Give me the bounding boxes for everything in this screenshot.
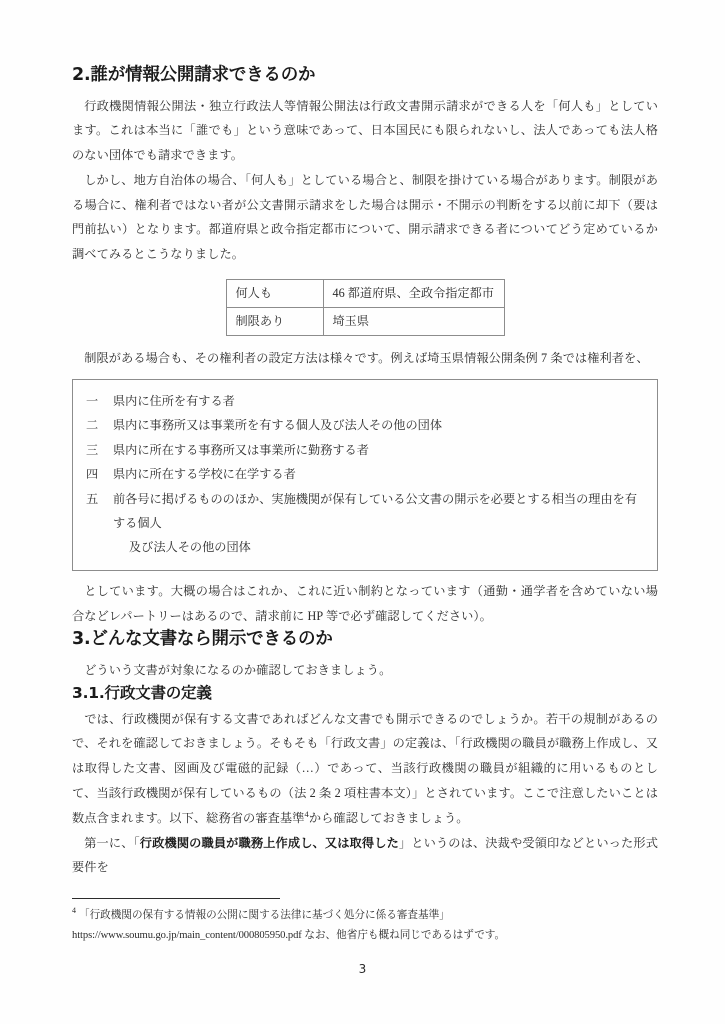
prefecture-table [226,279,505,336]
ordinance-list-box [72,379,658,571]
list-item-number: 二 [86,418,99,433]
footnote-entry [72,906,658,926]
footnote-separator [72,898,280,899]
footnote-marker: 4 [72,906,76,916]
paragraph-first-point-post: 」というのは、決裁や受領印などといった形式要件を [72,835,658,875]
footnote-url-link[interactable]: https://www.soumu.go.jp/main_content/000805950.pdf [72,929,302,941]
footnote-title: 「行政機関の保有する情報の公開に関する法律に基づく処分に係る審査基準」 [79,910,450,921]
list-item [83,389,647,413]
paragraph-definition-part2: から確認しておきましょう。 [308,810,469,825]
paragraph: しかし、地方自治体の場合、「何人も」としている場合と、制限を掛けている場合があります。制限がある場合に、権利者ではない者が公文書開示請求をした場合は開示・不開示の判断をする以前に却下（要は門前払い）となります。都道府県と政令指定都市について、開示請求できる者についてどう定めているか調べてみるとこうなりました。 [72,172,658,262]
list-item-number: 三 [86,442,99,457]
quoted-statute-text: 行政機関の職員が職務上作成し、又は取得した [139,835,399,850]
list-item-number: 五 [86,491,99,506]
list-item-label: 県内に所在する事務所又は事業所に勤務する者 [113,442,369,457]
table-cell-label: 制限あり [226,308,323,336]
paragraph-first-point-pre: 第一に、「 [84,835,140,850]
table-row [226,308,504,336]
paragraph-definition [72,707,658,831]
paragraph-after-list: としています。大概の場合はこれか、これに近い制約となっています（通勤・通学者を含めていない場合などレパートリーはあるので、請求前に HP 等で必ず確認してください）。 [72,583,658,623]
list-item-label: 県内に住所を有する者 [113,394,235,408]
table-cell-value: 埼玉県 [323,308,504,336]
subsection-heading-3-1: 3.1.行政文書の定義 [72,683,212,702]
list-item-label: 前各号に掲げるもののほか、実施機関が保有している公文書の開示を必要とする相当の理由を有する個人 [113,491,638,531]
table-row [226,279,504,307]
section-heading-3: 3.どんな文書なら開示できるのか [72,629,333,650]
paragraph: 行政機関情報公開法・独立行政法人等情報公開法は行政文書開示請求ができる人を「何人も」としています。これは本当に「誰でも」という意味であって、日本国民にも限られないし、法人であっても法人格のない団体でも請求できます。 [72,98,658,163]
section-3-intro: どういう文書が対象になるのか確認しておきましょう。 [84,663,392,677]
list-item-label: 県内に事務所又は事業所を有する個人及び法人その他の団体 [113,418,443,433]
paragraph-after-table: 制限がある場合も、その権利者の設定方法は様々です。例えば埼玉県情報公開条例 7 条では権利者を、 [84,351,649,366]
section-heading-2: 2.誰が情報公開請求できるのか [72,65,316,85]
paragraph-first-point [72,831,658,881]
list-item [83,487,647,536]
table-wrapper [72,279,658,336]
list-item-number: 一 [86,394,99,408]
paragraph-definition-part1: では、行政機関が保有する文書であればどんな文書でも開示できるのでしょうか。若干の規制があるので、それを確認しておきましょう。そもそも「行政文書」の定義は、「行政機関の職員が職務上作成し、又は取得した文書、図画及び電磁的記録（…）であって、当該行政機関の職員が組織的に用いるものとして、当該行政機関が保有しているもの（法 2 条 2 項柱書本文）」とされています。ここで注意したいことは数点含まれます。以下、総務省の審査基準 [72,711,658,825]
list-item-continuation: 及び法人その他の団体 [129,540,251,555]
page-number: 3 [358,962,367,976]
list-item-label: 県内に所在する学校に在学する者 [113,467,296,482]
section-2-paragraphs [72,94,658,267]
footnote-entry-second-line [72,926,658,946]
footnote-tail-text: なお、他省庁も概ね同じであるはずです。 [304,929,506,941]
list-item-number: 四 [86,467,99,482]
list-item [83,413,647,437]
list-item [83,462,647,486]
table-cell-value: 46 都道府県、全政令指定都市 [323,279,504,307]
footnote-area [72,898,658,945]
table-cell-label: 何人も [226,279,323,307]
footnote-reference[interactable]: 4 [304,808,309,819]
list-item [83,438,647,462]
page-content [72,64,658,880]
